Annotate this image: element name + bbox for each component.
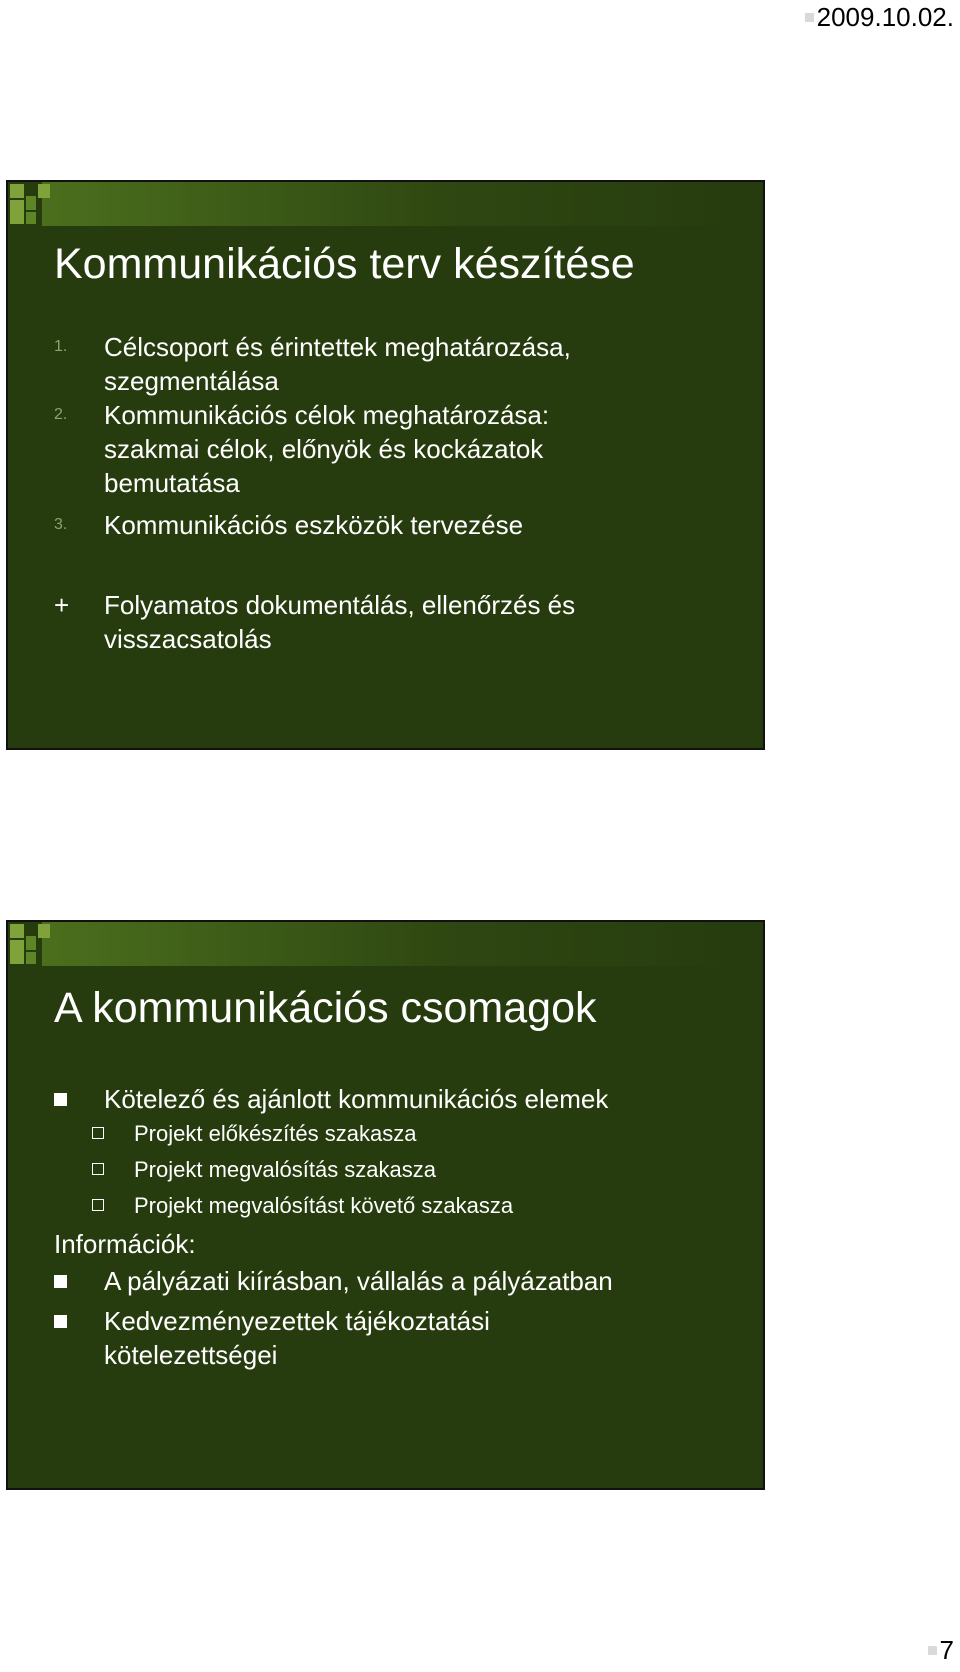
bullet-list	[54, 1082, 743, 1372]
header-date	[805, 2, 954, 33]
deco-square	[26, 196, 36, 210]
item-line: bemutatása	[104, 468, 240, 498]
deco-square	[26, 212, 36, 224]
slide-decoration	[8, 182, 763, 228]
slide-title: A kommunikációs csomagok	[54, 984, 597, 1032]
item-line: Kedvezményezettek tájékoztatási	[104, 1306, 490, 1336]
slide-decoration	[8, 922, 763, 968]
item-number: 3.	[54, 516, 68, 533]
list-item	[54, 330, 743, 398]
list-item	[54, 398, 743, 500]
date-text: 2009.10.02.	[816, 2, 954, 32]
list-item	[54, 1264, 743, 1298]
square-bullet-icon	[805, 13, 814, 22]
page-number	[928, 1635, 954, 1666]
item-line: Folyamatos dokumentálás, ellenőrzés és	[104, 590, 576, 620]
deco-square	[10, 184, 24, 198]
hollow-square-icon	[92, 1199, 104, 1211]
page-number-text: 7	[939, 1635, 954, 1665]
deco-square	[26, 952, 36, 964]
sub-item-text: Projekt előkészítés szakasza	[134, 1121, 417, 1146]
hollow-square-icon	[92, 1163, 104, 1175]
item-text: Kötelező és ajánlott kommunikációs elemek	[104, 1084, 609, 1114]
item-line: kötelezettségei	[104, 1340, 278, 1370]
list-item	[54, 508, 743, 542]
item-line: visszacsatolás	[104, 624, 272, 654]
sub-list-item	[54, 1116, 743, 1152]
sub-list-item	[54, 1152, 743, 1188]
plus-icon: +	[54, 590, 70, 620]
item-number: 1.	[54, 338, 68, 355]
list-item	[54, 1082, 743, 1116]
square-bullet-icon	[54, 1093, 67, 1106]
sub-item-text: Projekt megvalósítást követő szakasza	[134, 1193, 514, 1218]
gradient-band	[42, 182, 763, 226]
slide-1	[6, 180, 765, 750]
deco-square	[38, 184, 50, 198]
item-line: Célcsoport és érintettek meghatározása,	[104, 332, 571, 362]
gradient-band	[42, 922, 763, 966]
item-number: 2.	[54, 406, 68, 423]
sub-list-item	[54, 1188, 743, 1224]
deco-square	[10, 924, 24, 938]
item-line: szegmentálása	[104, 366, 279, 396]
info-label: Információk:	[54, 1229, 196, 1259]
item-line: Kommunikációs eszközök tervezése	[104, 510, 524, 540]
extra-item	[54, 588, 743, 656]
square-bullet-icon	[54, 1275, 67, 1288]
deco-square	[38, 924, 50, 938]
square-bullet-icon	[54, 1315, 67, 1328]
deco-square	[26, 936, 36, 950]
list-item	[54, 1304, 743, 1372]
numbered-list	[54, 330, 743, 656]
sub-item-text: Projekt megvalósítás szakasza	[134, 1157, 437, 1182]
item-text: A pályázati kiírásban, vállalás a pályázatban	[104, 1266, 613, 1296]
item-line: szakmai célok, előnyök és kockázatok	[104, 434, 544, 464]
slide-title: Kommunikációs terv készítése	[54, 240, 635, 288]
item-line: Kommunikációs célok meghatározása:	[104, 400, 550, 430]
deco-square	[10, 200, 24, 224]
deco-square	[10, 940, 24, 964]
square-bullet-icon	[928, 1646, 937, 1655]
hollow-square-icon	[92, 1127, 104, 1139]
slide-2	[6, 920, 765, 1490]
